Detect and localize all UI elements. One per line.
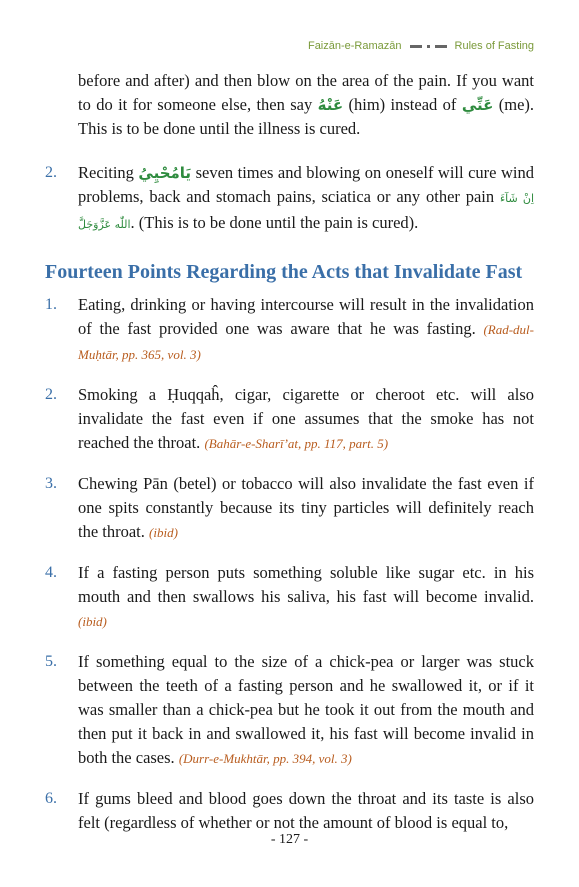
- point-text: If something equal to the size of a chick-pea or larger was stuck between the teeth of a fasting person and he swallowed it, or if it was smaller than a chick-pea but he took it out from the mouth and then put it back in and swallowed it, his fast will become invalid in both the cases.: [78, 652, 534, 767]
- point-number: 5.: [45, 653, 57, 670]
- point-reference: (ibid): [149, 525, 178, 540]
- point-text: Smoking a Ḥuqqaĥ, cigar, cigarette or cheroot etc. will also invalidate the fast even if one assumes that the smoke has not reached the throat.: [78, 385, 534, 452]
- arabic-insha-allah: اِنْ شَآءَ اللّٰه عَزَّوَجَلَّ: [78, 192, 534, 231]
- point-text: If a fasting person puts something soluble like sugar etc. in his mouth and then swallows his saliva, his fast will become invalid.: [78, 563, 534, 606]
- point-number: 2.: [45, 386, 57, 403]
- running-header: [308, 40, 534, 52]
- point-text: Eating, drinking or having intercourse will result in the invalidation of the fast provided one was aware that he was fasting.: [78, 295, 534, 338]
- intro-text-1: before and after) and then blow on the area of the pain. If you want to do it for someone else, then say: [78, 71, 534, 114]
- item-text-1: Reciting: [78, 163, 139, 182]
- point-5: [45, 650, 534, 771]
- item-number: 2.: [45, 164, 57, 181]
- point-6: [45, 787, 534, 835]
- point-reference: (Durr-e-Mukhtār, pp. 394, vol. 3): [178, 751, 352, 766]
- point-reference: (ibid): [78, 614, 107, 629]
- intro-text-3: (me). This is to be done until the illness is cured.: [78, 95, 535, 138]
- arabic-him: عَنْهُ: [317, 96, 344, 114]
- intro-paragraph: [45, 69, 534, 141]
- point-number: 4.: [45, 564, 57, 581]
- point-3: [45, 472, 534, 545]
- item-text-3: . (This is to be done until the pain is cured).: [130, 213, 419, 232]
- point-reference: (Rad-dul-Muḥtār, pp. 365, vol. 3): [78, 322, 534, 362]
- item-text-2: seven times and blowing on oneself will cure wind problems, back and stomach pains, sciatica or any other pain: [78, 163, 534, 206]
- page-body: [45, 69, 534, 851]
- section-heading: Fourteen Points Regarding the Acts that Invalidate Fast: [45, 261, 523, 283]
- list-item-2-prev: [45, 161, 534, 237]
- page-number: - 127 -: [270, 832, 309, 847]
- point-number: 3.: [45, 475, 57, 492]
- point-reference: (Bahār-e-Sharī’at, pp. 117, part. 5): [204, 436, 389, 451]
- chapter-title: Rules of Fasting: [454, 40, 534, 52]
- header-separator: [410, 45, 447, 48]
- arabic-me: عَنِّي: [461, 96, 494, 114]
- arabic-ya-muhyi: يَامُحْيِيُ: [138, 164, 192, 182]
- point-4: [45, 561, 534, 634]
- point-number: 6.: [45, 790, 57, 807]
- book-title: Faizān-e-Ramazān: [307, 40, 402, 52]
- point-text: If gums bleed and blood goes down the throat and its taste is also felt (regardless of whether or not the amount of blood is equal to,: [78, 789, 534, 832]
- point-number: 1.: [45, 296, 57, 313]
- intro-text-2: (him) instead of: [343, 95, 462, 114]
- point-2: [45, 383, 534, 456]
- point-text: Chewing Pān (betel) or tobacco will also invalidate the fast even if one spits constantly because its tiny particles will definitely reach the throat.: [78, 474, 534, 541]
- point-1: [45, 293, 534, 367]
